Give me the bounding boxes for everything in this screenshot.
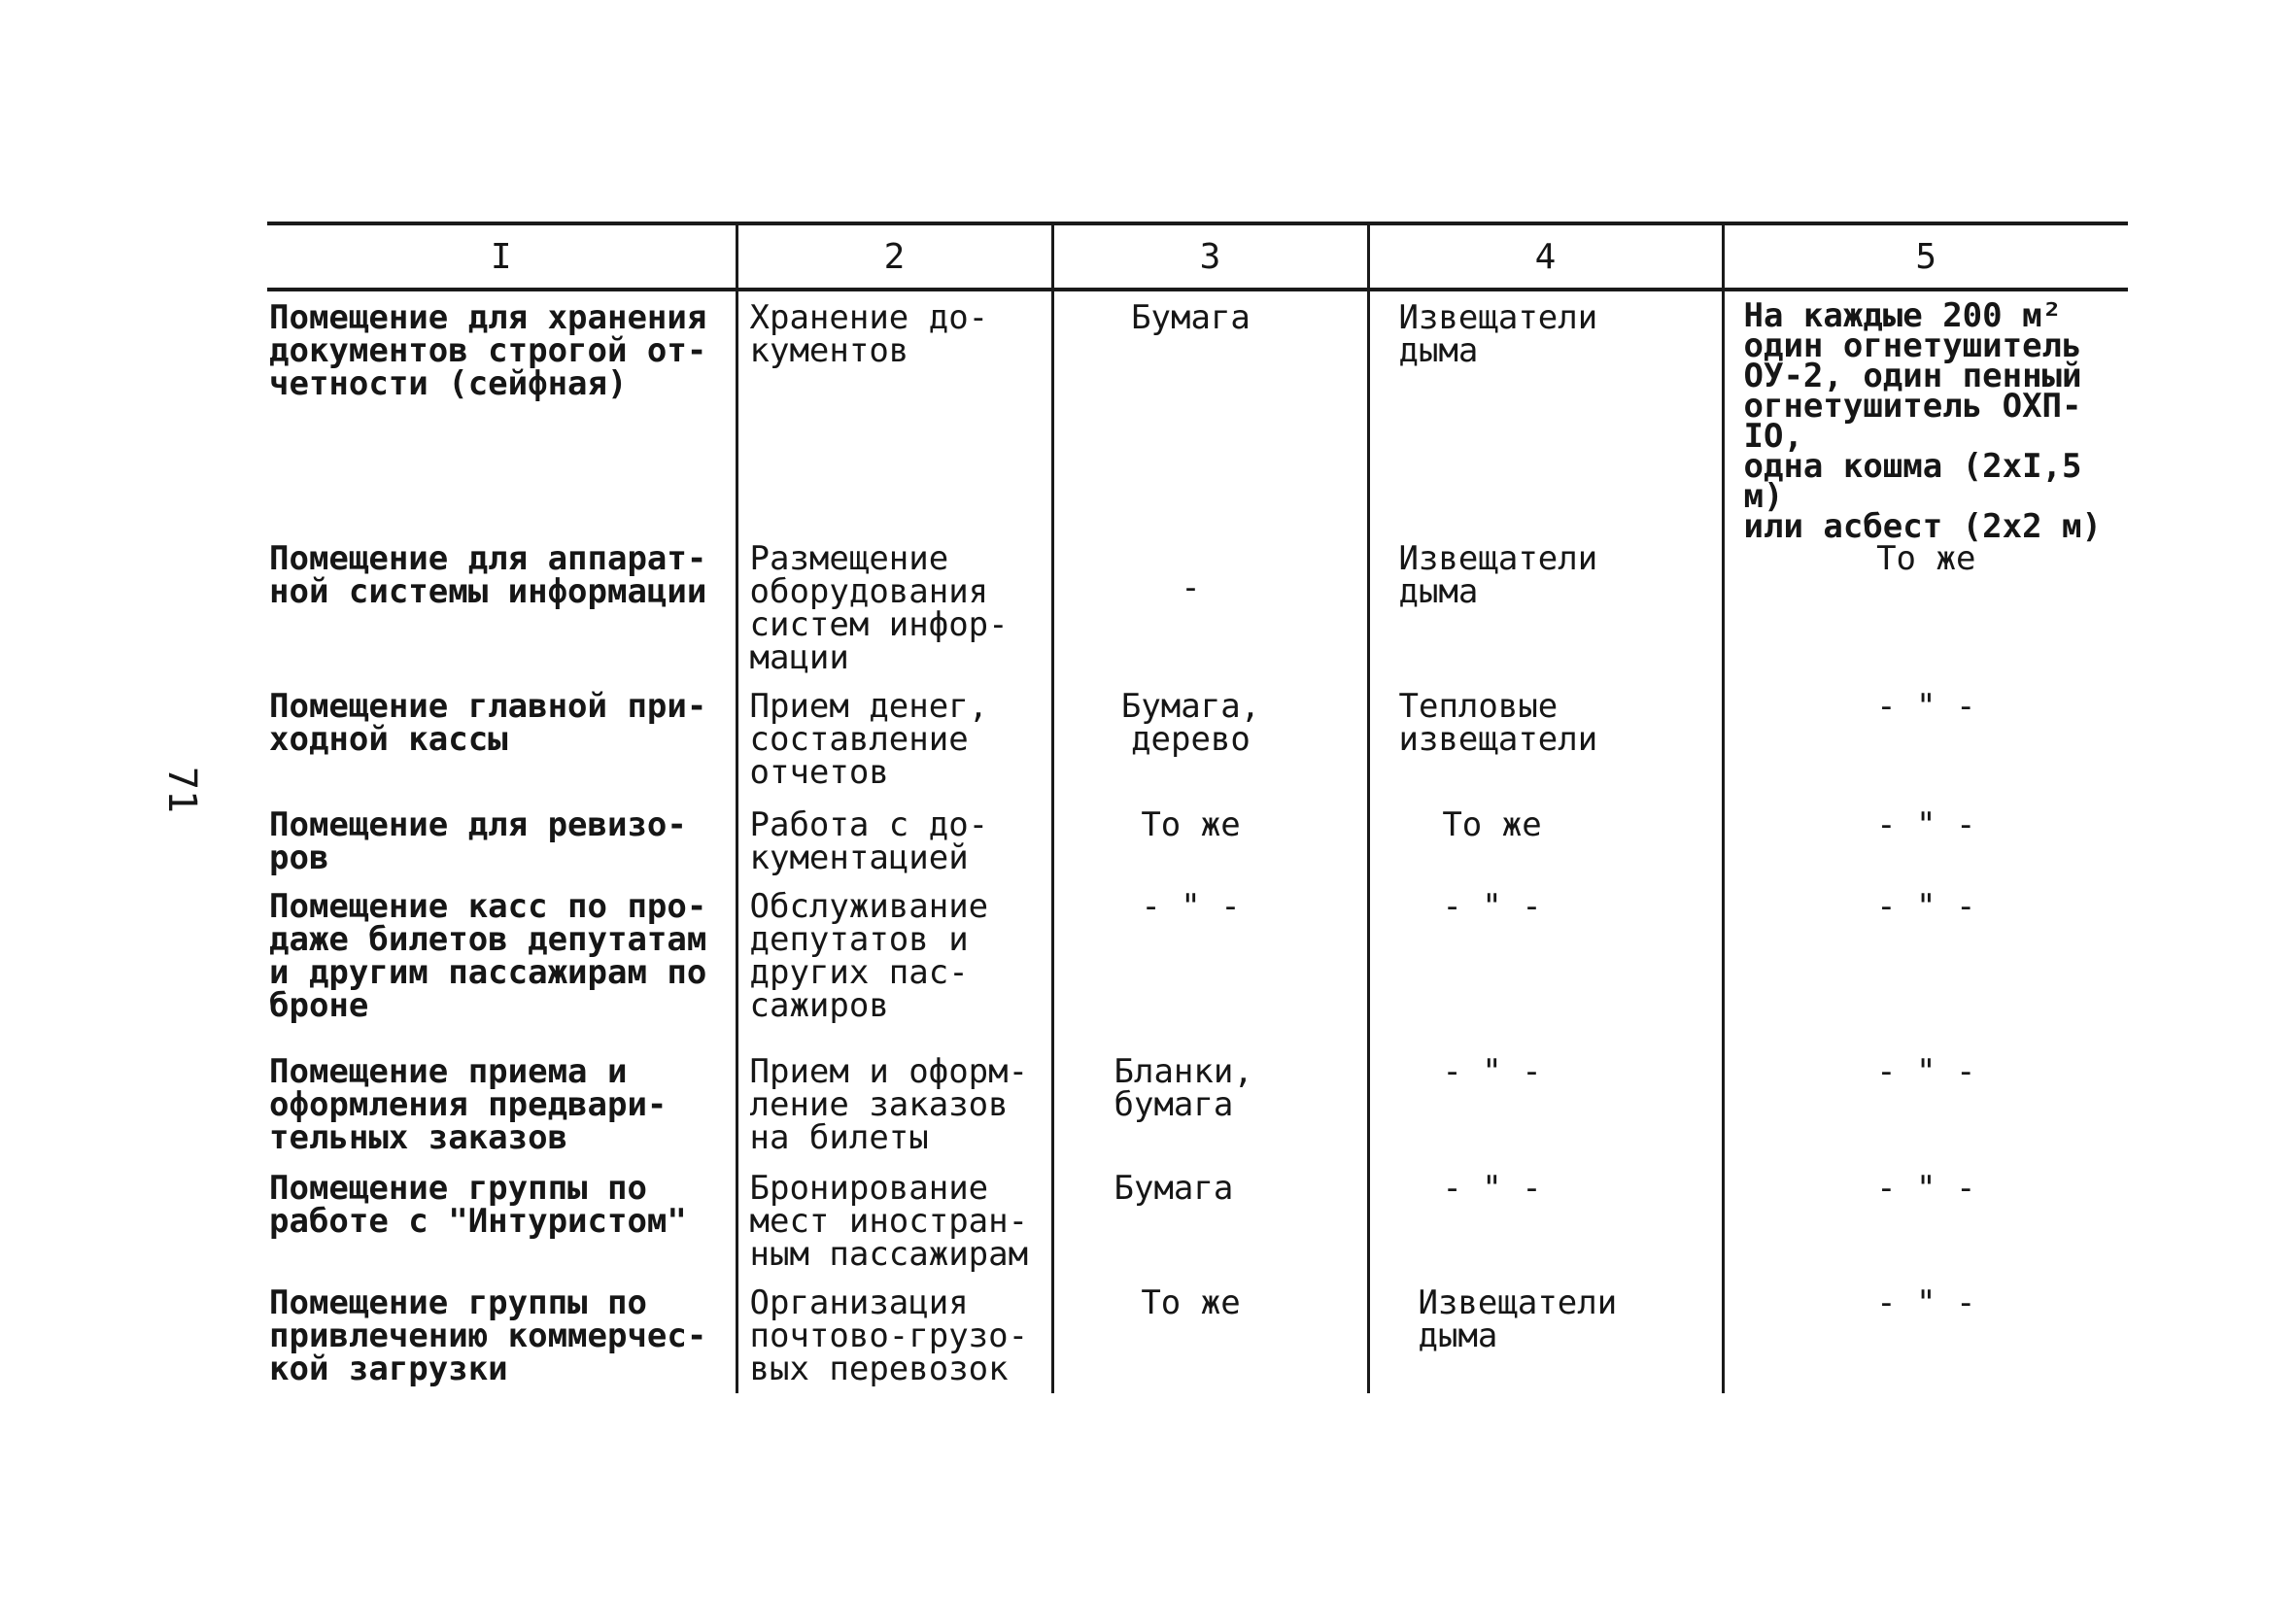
extinguishing-means: - " - (1723, 1055, 2128, 1172)
purpose: Работа с до- кументацией (737, 808, 1052, 890)
extinguishing-means: - " - (1723, 890, 2128, 1055)
table-row (267, 290, 2128, 542)
detector: Извещатели дыма (1368, 1286, 1723, 1393)
table-row (267, 808, 2128, 890)
material: - (1052, 542, 1368, 690)
material: То же (1052, 1286, 1368, 1393)
header-row (267, 223, 2128, 290)
detector: - " - (1368, 890, 1723, 1055)
extinguishing-means: - " - (1723, 1172, 2128, 1286)
purpose: Хранение до- кументов (737, 290, 1052, 542)
purpose: Обслуживание депутатов и других пас- сажиров (737, 890, 1052, 1055)
header-col-2: 2 (737, 223, 1052, 290)
room-name: Помещение группы по привлечению коммерчес- кой загрузки (269, 1283, 707, 1388)
detector: То же (1368, 808, 1723, 890)
room-name: Помещение касс по про- даже билетов депутатам и другим пассажирам по броне (269, 887, 707, 1025)
extinguishing-means: На каждые 200 м² один огнетушитель ОУ-2, один пенный огнетушитель ОХП-IO, одна кошма (2xI,5 м) или асбест (2x2 м) (1723, 290, 2128, 542)
material: Бумага (1052, 290, 1368, 542)
table-row (267, 542, 2128, 690)
header-col-3: 3 (1052, 223, 1368, 290)
room-name: Помещение главной при- ходной кассы (269, 687, 707, 759)
extinguishing-means: - " - (1723, 1286, 2128, 1393)
purpose: Прием и оформ- ление заказов на билеты (737, 1055, 1052, 1172)
extinguishing-means: - " - (1723, 690, 2128, 808)
room-name: Помещение для ревизо- ров (269, 805, 687, 877)
table-row (267, 1055, 2128, 1172)
detector: Извещатели дыма (1368, 542, 1723, 690)
purpose: Организация почтово-грузо- вых перевозок (737, 1286, 1052, 1393)
detector: Тепловые извещатели (1368, 690, 1723, 808)
fire-safety-table (267, 222, 2128, 1393)
table-row (267, 1286, 2128, 1393)
material: Бланки, бумага (1052, 1055, 1368, 1172)
extinguishing-means: - " - (1723, 808, 2128, 890)
extinguishing-means: То же (1723, 542, 2128, 690)
purpose: Бронирование мест иностран- ным пассажирам (737, 1172, 1052, 1286)
material: Бумага (1052, 1172, 1368, 1286)
room-name: Помещение для аппарат- ной системы информации (269, 539, 707, 611)
purpose: Размещение оборудования систем инфор- мации (737, 542, 1052, 690)
page-number: 71 (159, 766, 204, 814)
detector: - " - (1368, 1055, 1723, 1172)
material: - " - (1052, 890, 1368, 1055)
material: То же (1052, 808, 1368, 890)
header-col-1: I (267, 223, 737, 290)
material: Бумага, дерево (1052, 690, 1368, 808)
table-header (267, 223, 2128, 290)
table-body (267, 290, 2128, 1393)
detector: Извещатели дыма (1368, 290, 1723, 542)
table-row (267, 1172, 2128, 1286)
header-col-5: 5 (1723, 223, 2128, 290)
detector: - " - (1368, 1172, 1723, 1286)
table-row (267, 890, 2128, 1055)
room-name: Помещение для хранения документов строгой от- четности (сейфная) (269, 298, 707, 403)
table-row (267, 690, 2128, 808)
header-col-4: 4 (1368, 223, 1723, 290)
room-name: Помещение приема и оформления предвари- тельных заказов (269, 1052, 668, 1157)
purpose: Прием денег, составление отчетов (737, 690, 1052, 808)
room-name: Помещение группы по работе с "Интуристом" (269, 1169, 687, 1241)
